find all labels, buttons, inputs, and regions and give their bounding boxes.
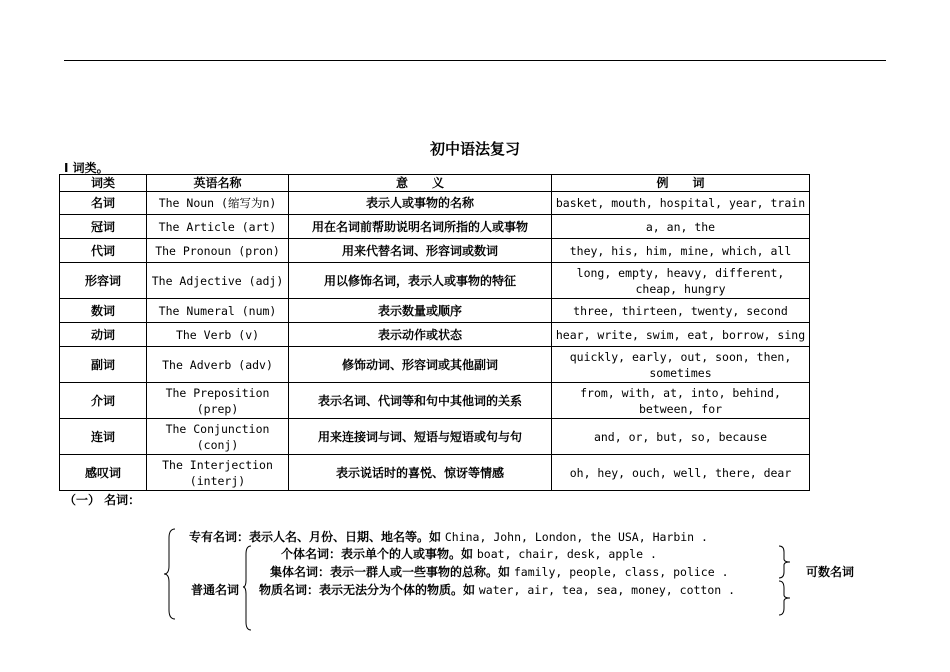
cell-examples: quickly, early, out, soon, then, sometimes	[552, 347, 810, 383]
proper-noun-label: 专有名词：	[189, 530, 250, 544]
cell-examples: they, his, him, mine, which, all	[552, 239, 810, 263]
material-noun-text: 表示无法分为个体的物质。如	[319, 583, 476, 597]
cell-english-name: The Preposition (prep)	[147, 383, 289, 419]
collective-noun-text: 表示一群人或一些事物的总称。如	[330, 565, 511, 579]
proper-noun-examples: China, John, London, the USA, Harbin .	[444, 530, 708, 544]
cell-english-name: The Conjunction (conj)	[147, 419, 289, 455]
header-rule	[64, 60, 886, 61]
table-header-row	[60, 175, 810, 192]
countable-noun-line	[806, 563, 854, 580]
table-row	[60, 347, 810, 383]
page-title: 初中语法复习	[429, 140, 520, 158]
cell-class: 副词	[60, 347, 147, 383]
cell-meaning: 表示人或事物的名称	[289, 192, 552, 215]
cell-meaning: 表示动作或状态	[289, 323, 552, 347]
cell-english-name: The Article (art)	[147, 215, 289, 239]
cell-class: 动词	[60, 323, 147, 347]
cell-english-name: The Verb (v)	[147, 323, 289, 347]
table-row	[60, 383, 810, 419]
cell-meaning: 表示数量或顺序	[289, 299, 552, 323]
cell-english-name: The Interjection (interj)	[147, 455, 289, 491]
countable-right-brace	[778, 545, 792, 579]
individual-noun-label: 个体名词：	[281, 547, 342, 561]
cell-english-name: The Noun (缩写为n)	[147, 192, 289, 215]
common-noun-label: 普通名词	[191, 583, 240, 597]
cell-class: 介词	[60, 383, 147, 419]
cell-examples: long, empty, heavy, different, cheap, hungry	[552, 263, 810, 299]
cell-examples: from, with, at, into, behind, between, for	[552, 383, 810, 419]
individual-noun-line	[281, 545, 657, 562]
header-english-name: 英语名称	[147, 175, 289, 192]
parts-of-speech-table	[59, 174, 810, 491]
table-row	[60, 323, 810, 347]
cell-meaning: 用来连接词与词、短语与短语或句与句	[289, 419, 552, 455]
cell-class: 形容词	[60, 263, 147, 299]
table-row	[60, 263, 810, 299]
cell-meaning: 用以修饰名词，表示人或事物的特征	[289, 263, 552, 299]
cell-examples: a, an, the	[552, 215, 810, 239]
cell-examples: hear, write, swim, eat, borrow, sing	[552, 323, 810, 347]
cell-class: 连词	[60, 419, 147, 455]
cell-meaning: 表示名词、代词等和句中其他词的关系	[289, 383, 552, 419]
header-examples: 例 词	[552, 175, 810, 192]
cell-meaning: 修饰动词、形容词或其他副词	[289, 347, 552, 383]
collective-noun-line	[270, 563, 729, 580]
table-row	[60, 215, 810, 239]
table-row	[60, 419, 810, 455]
uncountable-right-brace	[778, 580, 792, 616]
common-noun-label-line	[191, 581, 239, 598]
cell-english-name: The Pronoun (pron)	[147, 239, 289, 263]
cell-examples: three, thirteen, twenty, second	[552, 299, 810, 323]
material-noun-examples: water, air, tea, sea, money, cotton .	[478, 583, 736, 597]
cell-meaning: 用在名词前帮助说明名词所指的人或事物	[289, 215, 552, 239]
individual-noun-text: 表示单个的人或事物。如	[341, 547, 474, 561]
material-noun-line	[259, 581, 735, 598]
cell-examples: basket, mouth, hospital, year, train	[552, 192, 810, 215]
proper-noun-text: 表示人名、月份、日期、地名等。如	[249, 530, 442, 544]
cell-examples: oh, hey, ouch, well, there, dear	[552, 455, 810, 491]
cell-english-name: The Adverb (adv)	[147, 347, 289, 383]
section-heading: Ⅰ 词类。	[64, 161, 109, 175]
table-row	[60, 455, 810, 491]
cell-class: 冠词	[60, 215, 147, 239]
table-row	[60, 299, 810, 323]
collective-noun-label: 集体名词：	[270, 565, 331, 579]
cell-class: 感叹词	[60, 455, 147, 491]
common-noun-brace	[242, 545, 252, 631]
cell-class: 代词	[60, 239, 147, 263]
cell-class: 名词	[60, 192, 147, 215]
cell-english-name: The Numeral (num)	[147, 299, 289, 323]
noun-subheading: （一） 名词：	[64, 493, 141, 507]
header-meaning: 意 义	[289, 175, 552, 192]
proper-noun-line	[189, 528, 708, 545]
cell-meaning: 表示说话时的喜悦、惊讶等情感	[289, 455, 552, 491]
table-row	[60, 192, 810, 215]
cell-class: 数词	[60, 299, 147, 323]
individual-noun-examples: boat, chair, desk, apple .	[476, 547, 657, 561]
header-class: 词类	[60, 175, 147, 192]
outer-left-brace	[163, 528, 177, 620]
cell-meaning: 用来代替名词、形容词或数词	[289, 239, 552, 263]
cell-english-name: The Adjective (adj)	[147, 263, 289, 299]
material-noun-label: 物质名词：	[259, 583, 320, 597]
table-row	[60, 239, 810, 263]
countable-noun-label: 可数名词	[806, 565, 855, 579]
collective-noun-examples: family, people, class, police .	[513, 565, 729, 579]
cell-examples: and, or, but, so, because	[552, 419, 810, 455]
